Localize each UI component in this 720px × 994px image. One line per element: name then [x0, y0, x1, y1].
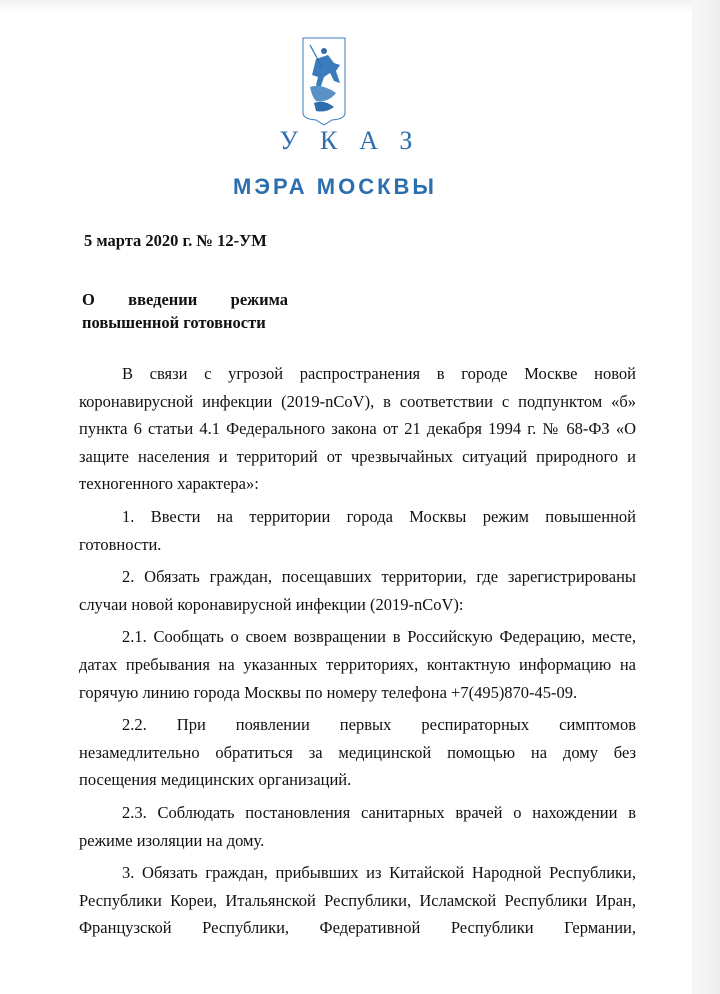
paragraph — [79, 503, 636, 558]
paragraph — [79, 859, 636, 942]
paragraph-line: пункта 6 статьи 4.1 Федерального закона от 21 декабря 1994 г. № 68-ФЗ «О — [79, 419, 636, 439]
paragraph-line: 2. Обязать граждан, посещавших территории, где зарегистрированы — [122, 567, 636, 587]
paragraph-line: Республики Кореи, Итальянской Республики, Исламской Республики Иран, — [79, 890, 636, 910]
paragraph-line: горячую линию города Москвы по номеру телефона +7(495)870-45-09. — [79, 682, 578, 702]
paragraph — [79, 563, 636, 618]
paragraph-line: коронавирусной инфекции (2019-nCoV), в соответствии с подпунктом «б» — [79, 391, 636, 411]
paragraph-line: 3. Обязать граждан, прибывших из Китайской Народной Республики, — [122, 863, 636, 883]
moscow-coat-of-arms-icon — [302, 37, 346, 127]
paragraph-line: датах пребывания на указанных территориях, контактную информацию на — [79, 654, 636, 674]
paragraph-line: 2.3. Соблюдать постановления санитарных врачей о нахождении в — [122, 802, 636, 822]
paragraph — [79, 360, 636, 498]
document-type-heading: УКАЗ — [279, 126, 435, 155]
paragraph-line: 2.1. Сообщать о своем возвращении в Российскую Федерацию, месте, — [122, 627, 636, 647]
document-title-line-2: повышенной готовности — [82, 313, 266, 332]
document-body — [79, 360, 636, 947]
paragraph-line: 1. Ввести на территории города Москвы режим повышенной — [122, 506, 636, 526]
paragraph-line: В связи с угрозой распространения в городе Москве новой — [122, 364, 636, 383]
issuer-heading: МЭРА МОСКВЫ — [233, 174, 437, 199]
paragraph-line: Французской Республики, Федеративной Республики Германии, — [79, 918, 636, 938]
paragraph — [79, 623, 636, 706]
paragraph-line: незамедлительно обратиться за медицинской помощью на дому без — [79, 742, 636, 762]
document-title-line-1: О введении режима — [82, 290, 288, 309]
document-title — [82, 288, 288, 334]
paragraph — [79, 799, 636, 854]
paragraph-line: случаи новой коронавирусной инфекции (2019-nCoV): — [79, 594, 464, 614]
paragraph-line: режиме изоляции на дому. — [79, 830, 265, 850]
paragraph-line: посещения медицинских организаций. — [79, 770, 352, 790]
page-right-edge — [692, 0, 720, 994]
paragraph-line: 2.2. При появлении первых респираторных симптомов — [122, 715, 636, 735]
paragraph — [79, 711, 636, 794]
paragraph-line: готовности. — [79, 534, 162, 554]
page-top-shadow — [0, 0, 720, 14]
paragraph-line: защите населения и территорий от чрезвычайных ситуаций природного и — [79, 446, 636, 466]
paragraph-line: техногенного характера»: — [79, 474, 259, 494]
document-date-number: 5 марта 2020 г. № 12-УМ — [84, 231, 267, 250]
